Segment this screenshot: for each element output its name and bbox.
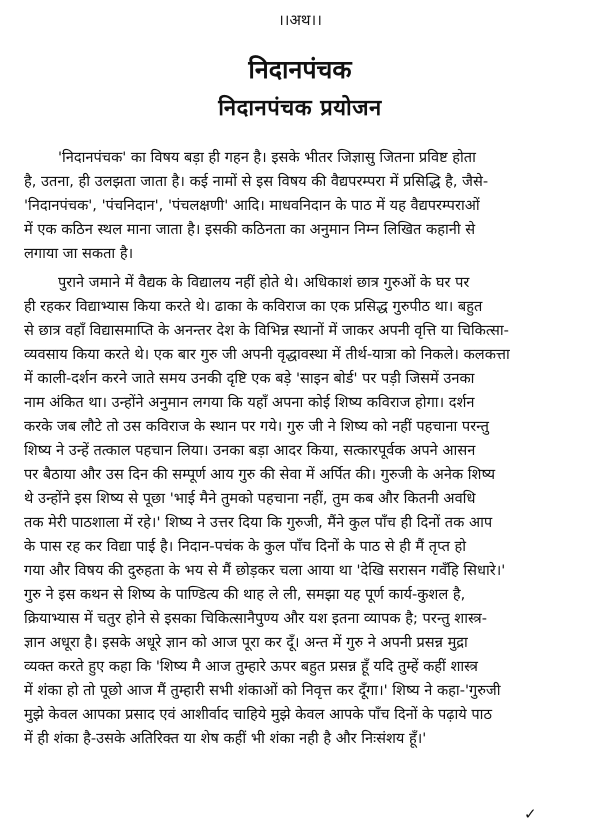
text-line: पुराने जमाने में वैद्यक के विद्यालय नहीं होते थे। अधिकाशं छात्र गुरुओं के घर पर <box>58 274 470 291</box>
page-title: निदानपंचक <box>248 55 352 84</box>
text-line: शिष्य ने उन्हें तत्काल पहचान लिया। उनका बड़ा आदर किया, सत्कारपूर्वक अपने आसन <box>24 442 476 459</box>
handwritten-checkmark: ✓ <box>524 805 537 823</box>
text-line: में एक कठिन स्थल माना जाता है। इसकी कठिनता का अनुमान निम्न लिखित कहानी से <box>24 221 476 238</box>
text-line: मुझे केवल आपका प्रसाद एवं आशीर्वाद चाहिये मुझे केवल आपके पाँच दिनों के पढ़ाये पाठ <box>24 706 492 723</box>
text-line: नाम अंकित था। उन्होंने अनुमान लगया कि यहाँ अपना कोई शिष्य कविराज होगा। दर्शन <box>24 394 475 411</box>
text-line: से छात्र वहाँ विद्यासमाप्ति के अनन्तर देश के विभिन्न स्थानों में जाकर अपनी वृत्ति या चिकित्सा- <box>24 322 509 339</box>
page-subtitle: निदानपंचक प्रयोजन <box>218 96 382 121</box>
text-line: थे उन्होंने इस शिष्य से पूछा 'भाई मैने तुमको पहचाना नहीं, तुम कब और कितनी अवधि <box>24 490 476 507</box>
section-marker: ।।अथ।। <box>278 11 322 29</box>
text-line: गया और विषय की दुरुहता के भय से मैं छोड़कर चला आया था 'देखि सरासन गवँहि सिधारे।' <box>24 562 506 579</box>
text-line: तक मेरी पाठशाला में रहे।' शिष्य ने उत्तर दिया कि गुरुजी, मैंने कुल पाँच ही दिनों तक आप <box>24 514 493 531</box>
text-line: के पास रह कर विद्या पाई है। निदान-पचंक के कुल पाँच दिनों के पाठ से ही मैं तृप्त हो <box>24 538 467 555</box>
text-line: व्यक्त करते हुए कहा कि 'शिष्य मै आज तुम्हारे ऊपर बहुत प्रसन्न हूँ यदि तुम्हें कहीं शास्त्र <box>24 658 478 675</box>
text-line: 'निदानपंचक' का विषय बड़ा ही गहन है। इसके भीतर जिज्ञासु जितना प्रविष्ट होता <box>58 149 476 166</box>
text-line: 'निदानपंचक', 'पंचनिदान', 'पंचलक्षणी' आदि। माधवनिदान के पाठ में यह वैद्यपरम्पराओं <box>24 197 480 214</box>
text-line: करके जब लौटे तो उस कविराज के स्थान पर गये। गुरु जी ने शिष्य को नहीं पहचाना परन्तु <box>24 418 489 435</box>
text-line: गुरु ने इस कथन से शिष्य के पाण्डित्य की थाह ले ली, समझा यह पूर्ण कार्य-कुशल है, <box>24 586 466 603</box>
text-line: ही रहकर विद्याभ्यास किया करते थे। ढाका के कविराज का एक प्रसिद्ध गुरुपीठ था। बहुत <box>24 298 483 315</box>
text-line: में शंका हो तो पूछो आज मैं तुम्हारी सभी शंकाओं को निवृत्त कर दूँगा।' शिष्य ने कहा-'गुरुजी <box>24 682 501 699</box>
text-line: लगाया जा सकता है। <box>24 245 134 262</box>
text-line: में काली-दर्शन करने जाते समय उनकी दृष्टि एक बड़े 'साइन बोर्ड' पर पड़ी जिसमें उनका <box>24 370 475 387</box>
text-line: में ही शंका है-उसके अतिरिक्त या शेष कहीं भी शंका नही है और निःसंशय हूँ।' <box>24 730 427 747</box>
text-line: ज्ञान अधूरा है। इसके अधूरे ज्ञान को आज पूरा कर दूँ। अन्त में गुरु ने अपनी प्रसन्न मुद्रा <box>24 634 468 651</box>
text-line: क्रियाभ्यास में चतुर होने से इसका चिकित्सानैपुण्य और यश इतना व्यापक है; परन्तु शास्त्र- <box>24 610 487 627</box>
text-line: व्यवसाय किया करते थे। एक बार गुरु जी अपनी वृद्धावस्था में तीर्थ-यात्रा को निकले। कलकत्ता <box>24 346 510 363</box>
text-line: पर बैठाया और उस दिन की सम्पूर्ण आय गुरु की सेवा में अर्पित की। गुरुजी के अनेक शिष्य <box>24 466 496 483</box>
text-line: है, उतना, ही उलझता जाता है। कई नामों से इस विषय की वैद्यपरम्परा में प्रसिद्धि है, जैसे- <box>24 173 489 190</box>
